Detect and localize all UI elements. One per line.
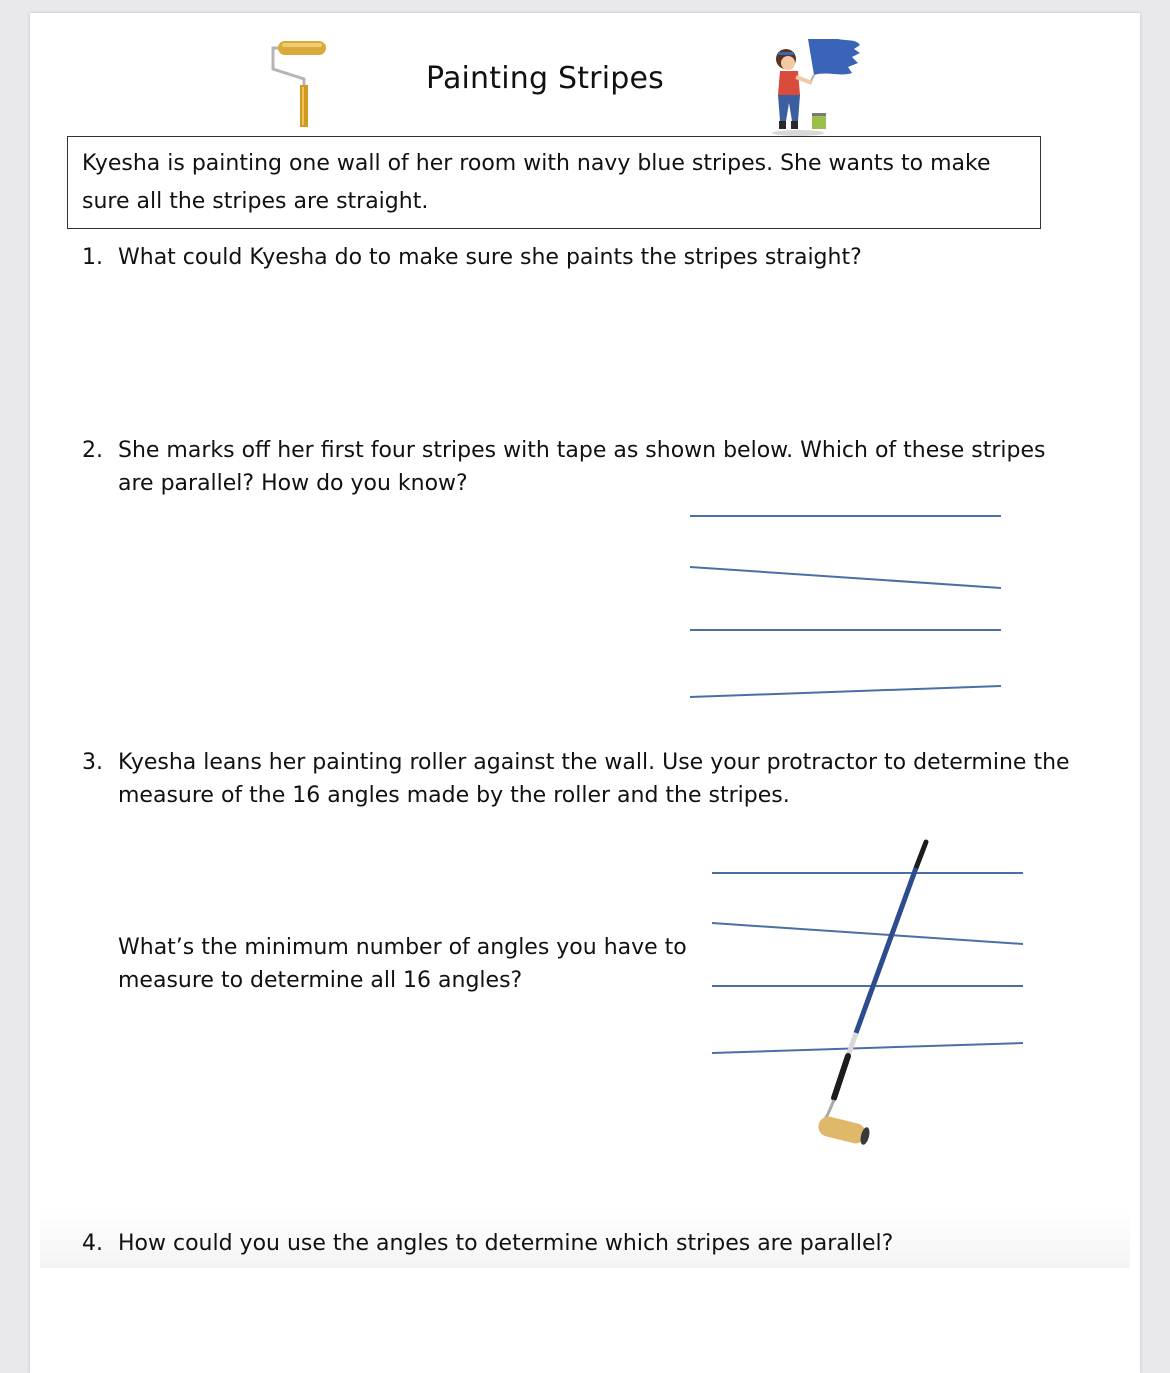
- worksheet-page: [30, 13, 1140, 1373]
- roller-on-stripes-icon: [710, 838, 1025, 1150]
- intro-text: Kyesha is painting one wall of her room with navy blue stripes. She wants to make sure all the stripes are straight.: [82, 151, 991, 214]
- question-3-text: Kyesha leans her painting roller against the wall. Use your protractor to determine the measure of the 16 angles made by the roller and the stripes.: [118, 750, 1070, 808]
- question-1-number: 1.: [82, 245, 103, 270]
- question-4-number: 4.: [82, 1231, 103, 1256]
- question-3-sub-question: What’s the minimum number of angles you have to measure to determine all 16 angles?: [118, 935, 687, 993]
- question-2-text: She marks off her first four stripes with tape as shown below. Which of these stripes are parallel? How do you know?: [118, 438, 1046, 496]
- roller-stripe-4: [712, 1043, 1023, 1053]
- question-2: [82, 434, 1082, 500]
- question-4: [82, 1227, 1082, 1260]
- question-4-text: How could you use the angles to determine which stripes are parallel?: [118, 1231, 894, 1256]
- question-3-number: 3.: [82, 750, 103, 775]
- tape-stripes-diagram: [688, 508, 1003, 698]
- question-1: [82, 241, 1082, 274]
- roller-stripe-2: [712, 923, 1023, 944]
- intro-box: [67, 136, 1041, 229]
- question-2-number: 2.: [82, 438, 103, 463]
- girl-painting-icon: [768, 37, 868, 149]
- page-title: Painting Stripes: [426, 61, 664, 96]
- question-1-text: What could Kyesha do to make sure she paints the stripes straight?: [118, 245, 862, 270]
- stripe-2: [690, 567, 1001, 588]
- stripe-4: [690, 686, 1001, 697]
- question-3: [82, 746, 1082, 812]
